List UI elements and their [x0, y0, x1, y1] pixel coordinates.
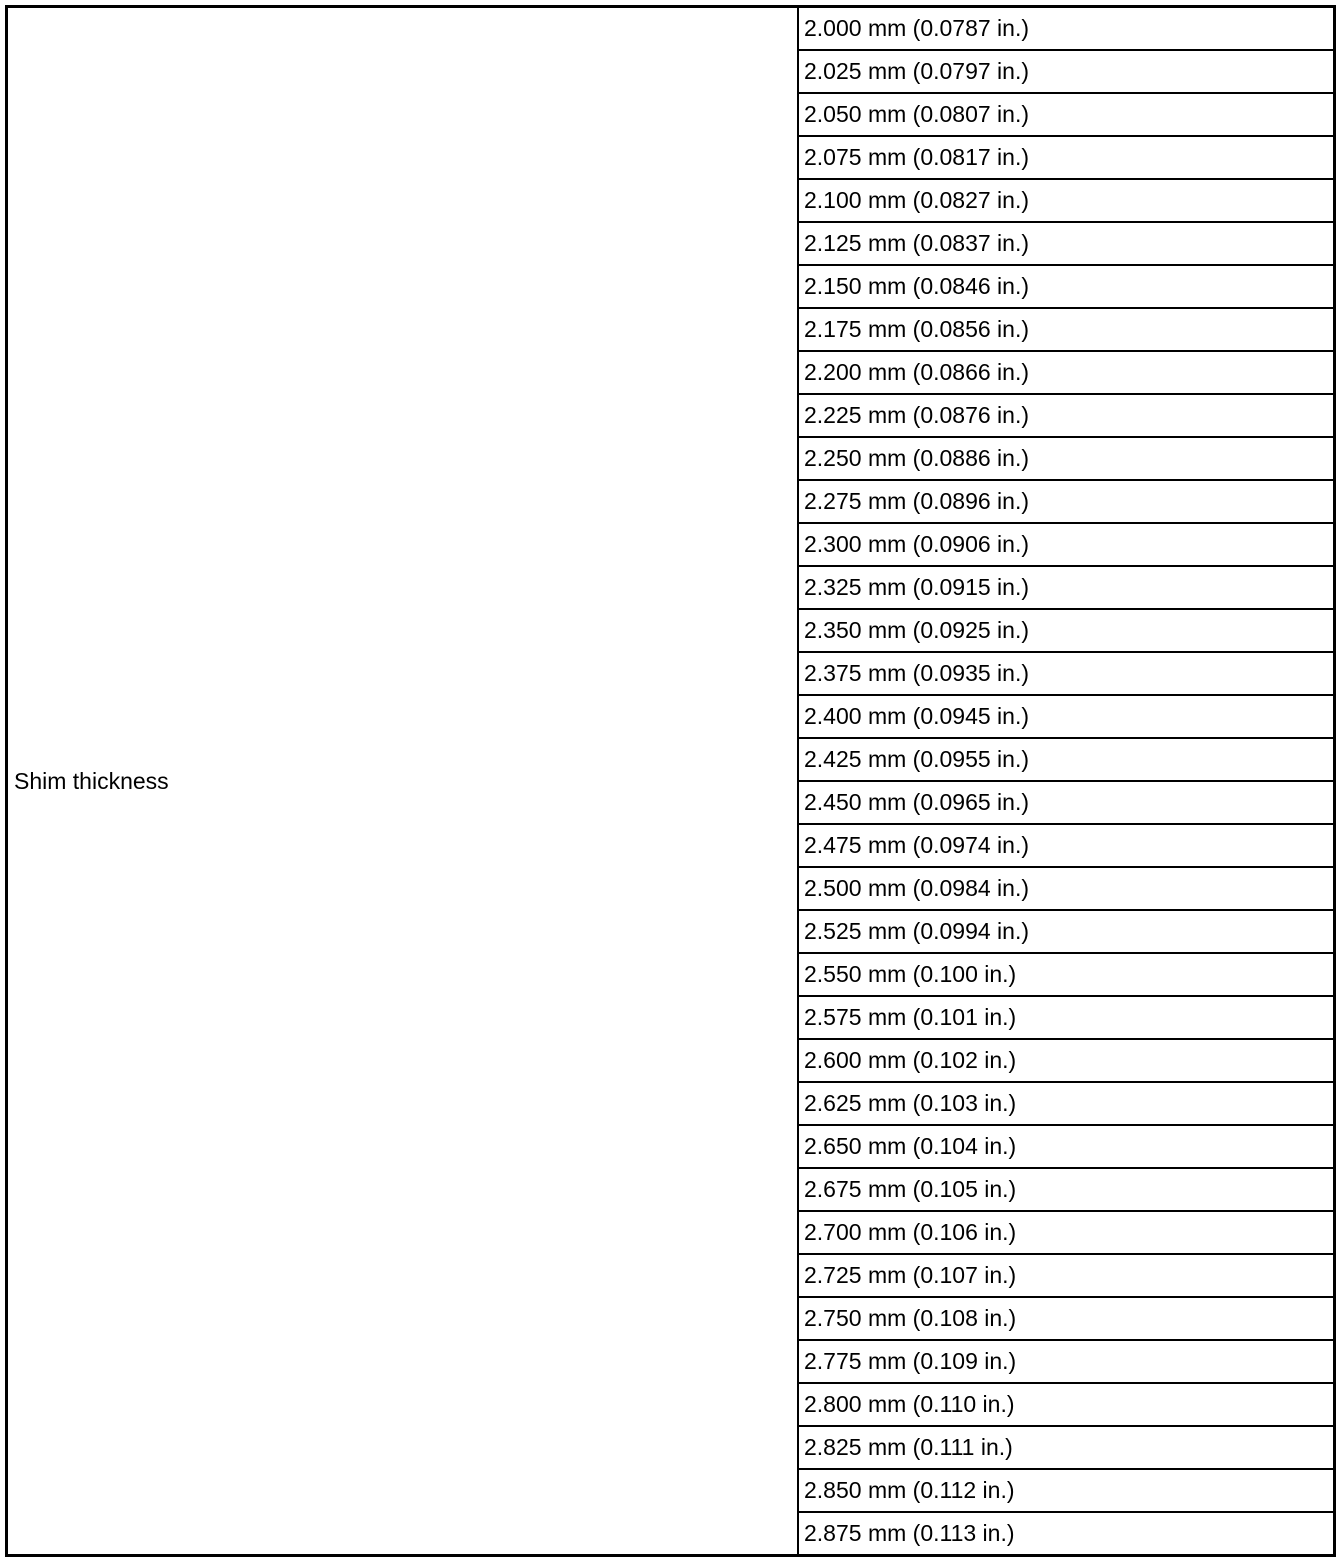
shim-thickness-value: 2.175 mm (0.0856 in.) — [798, 308, 1335, 351]
shim-thickness-value: 2.425 mm (0.0955 in.) — [798, 738, 1335, 781]
shim-thickness-value: 2.200 mm (0.0866 in.) — [798, 351, 1335, 394]
shim-thickness-value: 2.300 mm (0.0906 in.) — [798, 523, 1335, 566]
shim-thickness-value: 2.750 mm (0.108 in.) — [798, 1297, 1335, 1340]
shim-thickness-value: 2.475 mm (0.0974 in.) — [798, 824, 1335, 867]
shim-thickness-value: 2.125 mm (0.0837 in.) — [798, 222, 1335, 265]
shim-thickness-label: Shim thickness — [7, 7, 799, 1556]
shim-thickness-value: 2.400 mm (0.0945 in.) — [798, 695, 1335, 738]
shim-thickness-value: 2.000 mm (0.0787 in.) — [798, 7, 1335, 51]
shim-thickness-value: 2.525 mm (0.0994 in.) — [798, 910, 1335, 953]
shim-thickness-value: 2.875 mm (0.113 in.) — [804, 1520, 1015, 1546]
shim-thickness-value: 2.275 mm (0.0896 in.) — [798, 480, 1335, 523]
shim-thickness-value: 2.025 mm (0.0797 in.) — [798, 50, 1335, 93]
shim-thickness-value: 2.800 mm (0.110 in.) — [798, 1383, 1335, 1426]
shim-thickness-value: 2.350 mm (0.0925 in.) — [798, 609, 1335, 652]
shim-thickness-value: 2.250 mm (0.0886 in.) — [798, 437, 1335, 480]
shim-thickness-value: 2.775 mm (0.109 in.) — [798, 1340, 1335, 1383]
shim-thickness-value: 2.650 mm (0.104 in.) — [798, 1125, 1335, 1168]
shim-thickness-value: 2.625 mm (0.103 in.) — [798, 1082, 1335, 1125]
shim-thickness-value: 2.600 mm (0.102 in.) — [798, 1039, 1335, 1082]
shim-thickness-table-body — [7, 7, 1335, 1556]
shim-thickness-table — [5, 5, 1336, 1557]
shim-thickness-value: 2.325 mm (0.0915 in.) — [798, 566, 1335, 609]
shim-thickness-value: 2.075 mm (0.0817 in.) — [798, 136, 1335, 179]
shim-thickness-value: 2.850 mm (0.112 in.) — [798, 1469, 1335, 1512]
table-row — [7, 7, 1335, 51]
shim-thickness-value: 2.825 mm (0.111 in.) — [798, 1426, 1335, 1469]
shim-thickness-value: 2.725 mm (0.107 in.) — [798, 1254, 1335, 1297]
shim-thickness-value: 2.375 mm (0.0935 in.) — [798, 652, 1335, 695]
shim-thickness-value: 2.500 mm (0.0984 in.) — [798, 867, 1335, 910]
shim-thickness-value: 2.050 mm (0.0807 in.) — [798, 93, 1335, 136]
shim-thickness-value: 2.450 mm (0.0965 in.) — [798, 781, 1335, 824]
shim-thickness-value: 2.225 mm (0.0876 in.) — [798, 394, 1335, 437]
shim-thickness-value: 2.150 mm (0.0846 in.) — [798, 265, 1335, 308]
shim-thickness-value: 2.700 mm (0.106 in.) — [798, 1211, 1335, 1254]
shim-thickness-value: 2.100 mm (0.0827 in.) — [798, 179, 1335, 222]
shim-thickness-value: 2.675 mm (0.105 in.) — [798, 1168, 1335, 1211]
shim-thickness-value: 2.575 mm (0.101 in.) — [798, 996, 1335, 1039]
shim-thickness-value: 2.550 mm (0.100 in.) — [798, 953, 1335, 996]
